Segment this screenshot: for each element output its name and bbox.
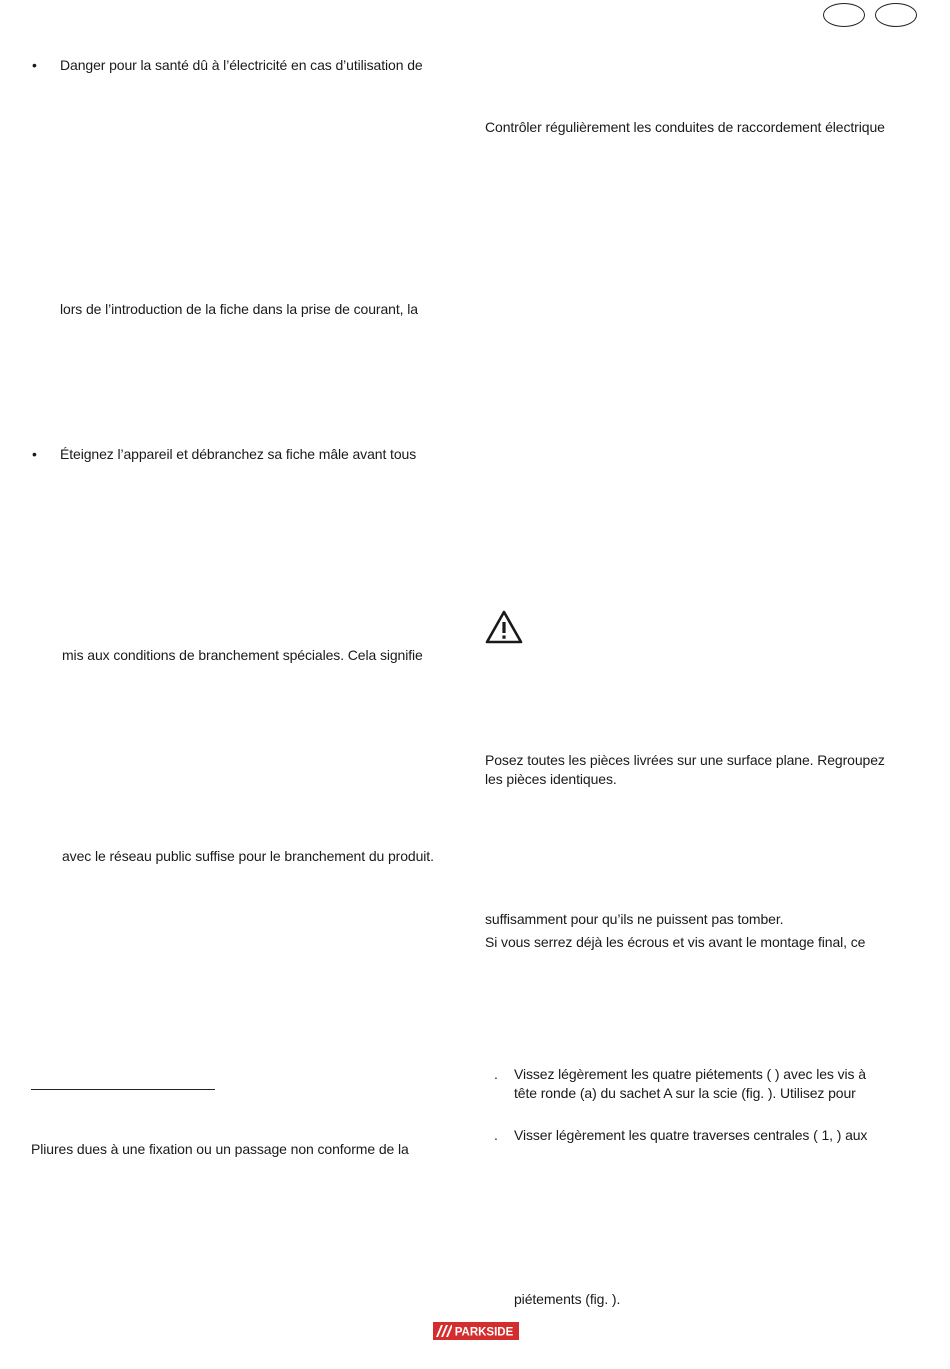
step-1-number: .	[494, 1066, 498, 1082]
language-badge-2	[875, 3, 917, 27]
right-text-line-1: Contrôler régulièrement les conduites de raccordement électrique	[485, 119, 885, 135]
right-para-1-line-1: Posez toutes les pièces livrées sur une surface plane. Regroupez	[485, 752, 885, 768]
step-1-line-2: tête ronde (a) du sachet A sur la scie (fig. ). Utilisez pour	[514, 1085, 856, 1101]
left-bullet-text-1: Danger pour la santé dû à l’électricité en cas d’utilisation de	[60, 57, 423, 73]
footnote-divider	[31, 1089, 215, 1090]
right-para-1-line-2: les pièces identiques.	[485, 771, 617, 787]
right-para-2-line-1: suffisamment pour qu’ils ne puissent pas tomber.	[485, 911, 784, 927]
left-text-line-6: Pliures dues à une fixation ou un passage non conforme de la	[31, 1141, 409, 1157]
right-para-2-line-2: Si vous serrez déjà les écrous et vis avant le montage final, ce	[485, 934, 866, 950]
logo-text: PARKSIDE	[454, 1326, 514, 1339]
step-2-number: .	[494, 1127, 498, 1143]
step-1-line-1: Vissez légèrement les quatre piétements ( ) avec les vis à	[514, 1066, 866, 1082]
left-text-line-5: avec le réseau public suffise pour le branchement du produit.	[62, 848, 434, 864]
bullet-marker: •	[32, 446, 37, 462]
left-bullet-text-2: Éteignez l’appareil et débranchez sa fiche mâle avant tous	[60, 446, 417, 462]
step-2-line-3: piétements (fig. ).	[514, 1291, 621, 1307]
warning-triangle-icon	[485, 609, 523, 645]
bullet-marker: •	[32, 57, 37, 73]
step-2-line-1: Visser légèrement les quatre traverses centrales ( 1, ) aux	[514, 1127, 868, 1143]
left-text-line-4: mis aux conditions de branchement spéciales. Cela signifie	[62, 647, 423, 663]
parkside-logo	[433, 1322, 519, 1340]
language-badge-1	[823, 3, 865, 27]
left-text-line-2: lors de l’introduction de la fiche dans la prise de courant, la	[60, 301, 418, 317]
